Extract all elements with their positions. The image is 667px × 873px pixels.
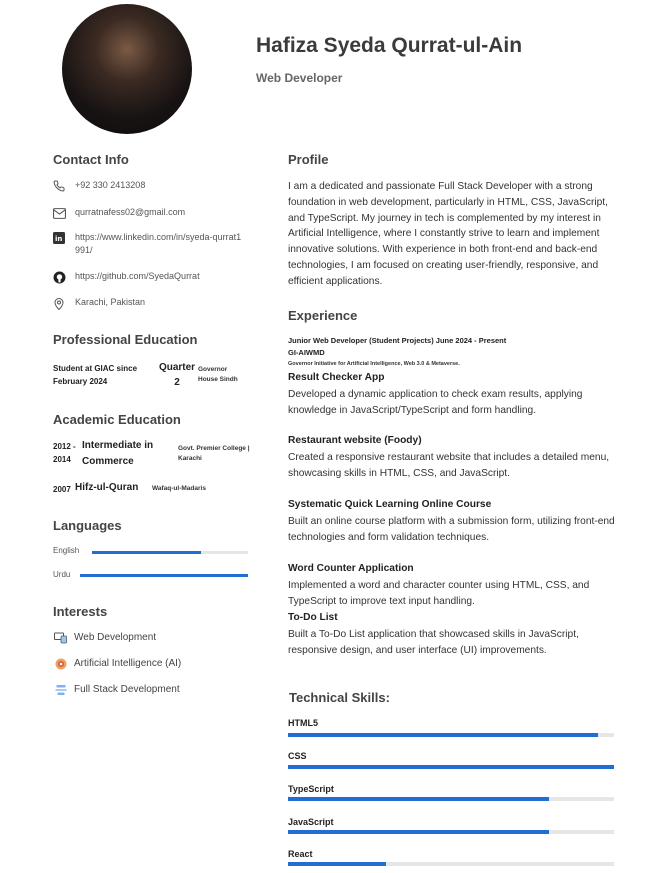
professional-education-institute: Governor House Sindh xyxy=(198,366,238,383)
language-urdu-label: Urdu xyxy=(53,570,71,579)
contact-phone xyxy=(52,179,252,193)
job-title: Junior Web Developer (Student Projects) June 2024 - Present xyxy=(288,336,507,345)
interest-label: Artificial Intelligence (AI) xyxy=(74,658,182,669)
skill-bar xyxy=(288,830,614,834)
professional-education-student: Student at GIAC since February 2024 xyxy=(53,364,138,386)
skill-label: JavaScript xyxy=(288,817,334,827)
academic-year-1: 2012 - 2014 xyxy=(53,442,76,464)
skills-heading: Technical Skills: xyxy=(289,690,390,705)
academic-education-heading: Academic Education xyxy=(53,412,181,427)
job-organization-description: Governor Initiative for Artificial Intelligence, Web 3.0 & Metaverse. xyxy=(288,361,460,367)
github-icon xyxy=(52,270,66,284)
linkedin-url[interactable]: https://www.linkedin.com/in/syeda-qurrat1991/ xyxy=(75,232,242,255)
skill-level xyxy=(288,830,549,834)
academic-school-1: Govt. Premier College | Karachi xyxy=(178,445,250,462)
skill-label: React xyxy=(288,849,313,859)
contact-location xyxy=(52,296,252,310)
project-description: Built an online course platform with a submission form, utilizing front-end technologies and form validation techniques. xyxy=(288,516,615,543)
academic-year-2: 2007 xyxy=(53,485,71,494)
interest-label: Full Stack Development xyxy=(74,684,180,695)
skill-label: TypeScript xyxy=(288,784,334,794)
project-title: Restaurant website (Foody) xyxy=(288,435,422,446)
language-english-label: English xyxy=(53,546,80,555)
project-description: Developed a dynamic application to check exam results, applying knowledge in JavaScript/TypeScript and form handling. xyxy=(288,389,583,416)
contact-heading: Contact Info xyxy=(53,152,129,167)
ai-icon xyxy=(54,657,67,670)
languages-heading: Languages xyxy=(53,518,122,533)
contact-github xyxy=(52,270,252,284)
web-development-icon xyxy=(54,631,67,644)
skill-bar xyxy=(288,797,614,801)
interest-item xyxy=(54,657,181,670)
svg-text:in: in xyxy=(55,235,63,243)
academic-title-2: Hifz-ul-Quran xyxy=(75,482,139,493)
language-urdu-level xyxy=(80,574,248,577)
full-stack-icon xyxy=(54,683,67,696)
project-description: Implemented a word and character counter using HTML, CSS, and TypeScript to improve text input handling. xyxy=(288,580,590,607)
professional-education-quarter: Quarter 2 xyxy=(158,362,196,388)
skill-bar xyxy=(288,733,614,737)
contact-email xyxy=(52,206,252,220)
language-urdu-bar xyxy=(80,574,248,577)
phone-icon xyxy=(52,179,66,193)
profile-text: I am a dedicated and passionate Full Stack Developer with a strong foundation in web development, particularly in HTML, CSS, JavaScript, and TypeScript. My journey in tech is complemented by my interest in Artificial Intelligence, where I constantly strive to learn and implement innovative solutions. With experience in both front-end and back-end technologies, I am focused on creating user-friendly, responsive, and efficient applications. xyxy=(288,181,608,287)
academic-title-1: Intermediate in Commerce xyxy=(82,440,154,467)
project-description: Built a To-Do List application that showcased skills in JavaScript, responsive design, and user interface (UI) improvements. xyxy=(288,629,579,656)
project-description: Created a responsive restaurant website that includes a detailed menu, showcasing skills in HTML, CSS, and JavaScript. xyxy=(288,452,610,479)
mail-icon xyxy=(52,206,66,220)
professional-education-heading: Professional Education xyxy=(53,332,198,347)
skill-level xyxy=(288,733,598,737)
skill-bar xyxy=(288,862,614,866)
phone-number: +92 330 2413208 xyxy=(75,180,146,190)
skill-bar xyxy=(288,765,614,769)
candidate-role: Web Developer xyxy=(256,71,343,85)
location-icon xyxy=(52,296,66,310)
project-title: To-Do List xyxy=(288,612,338,623)
github-url[interactable]: https://github.com/SyedaQurrat xyxy=(75,271,200,281)
skill-label: CSS xyxy=(288,751,307,761)
interest-item xyxy=(54,683,180,696)
project-title: Word Counter Application xyxy=(288,563,414,574)
skill-label: HTML5 xyxy=(288,718,318,728)
project-title: Result Checker App xyxy=(288,372,385,383)
project-title: Systematic Quick Learning Online Course xyxy=(288,499,492,510)
language-english-level xyxy=(92,551,201,554)
skill-level xyxy=(288,862,386,866)
interest-item xyxy=(54,631,156,644)
experience-heading: Experience xyxy=(288,308,358,323)
profile-heading: Profile xyxy=(288,152,329,167)
interests-heading: Interests xyxy=(53,604,108,619)
skill-level xyxy=(288,765,614,769)
skill-level xyxy=(288,797,549,801)
interest-label: Web Development xyxy=(74,632,157,643)
language-english-bar xyxy=(92,551,248,554)
linkedin-icon xyxy=(52,231,66,245)
contact-linkedin xyxy=(52,231,252,257)
academic-school-2: Wafaq-ul-Madaris xyxy=(152,485,206,492)
location-text: Karachi, Pakistan xyxy=(75,297,146,307)
job-organization: GI-AIWMD xyxy=(288,348,325,357)
email-address[interactable]: qurratnafess02@gmail.com xyxy=(75,207,186,217)
profile-photo xyxy=(62,4,192,134)
candidate-name: Hafiza Syeda Qurrat-ul-Ain xyxy=(256,34,523,57)
